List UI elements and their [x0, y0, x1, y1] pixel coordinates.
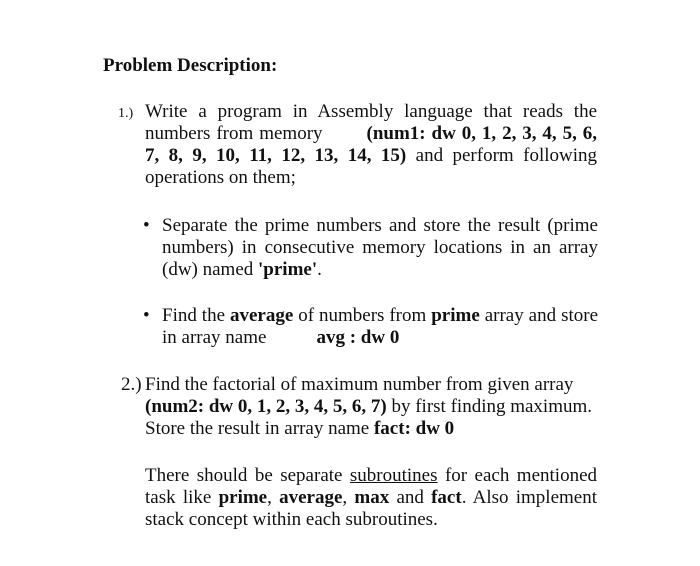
note-text-c: ,: [267, 487, 280, 508]
bullet-2-avg-decl: avg : dw 0: [316, 327, 400, 348]
note-text-d: ,: [342, 487, 355, 508]
item-1-number-text: 1.): [118, 106, 134, 121]
bullet-2-text: [162, 305, 598, 349]
item-2-num2-array: (num2: dw 0, 1, 2, 3, 4, 5, 6, 7): [145, 396, 387, 417]
bullet-2-text-a: Find the: [162, 305, 230, 326]
note-text-e: and: [389, 487, 432, 508]
item-2-text-b: by first finding maximum. Store the result in array name: [145, 396, 593, 439]
note-subroutines: subroutines: [349, 465, 438, 486]
item-2-text-a: Find the factorial of maximum number from given array: [145, 374, 574, 395]
bullet-1-prime-name: 'prime': [258, 259, 318, 280]
problem-heading: Problem Description:: [103, 55, 278, 76]
bullet-2-text-b: of numbers from: [293, 305, 432, 326]
subroutine-note: [145, 465, 597, 531]
item-1-number: [118, 101, 133, 125]
bullet-2-text-c: array and store in array name: [162, 305, 598, 348]
bullet-1-text: [162, 215, 598, 281]
note-fact: fact: [431, 487, 462, 508]
note-text-b: for each mentioned task like: [145, 465, 597, 508]
item-1-num1-array: (num1: dw 0, 1, 2, 3, 4, 5, 6, 7, 8, 9, 10, 11, 12, 13, 14, 15): [145, 123, 597, 166]
item-2-text: [145, 374, 597, 440]
bullet-1-text-b: .: [317, 259, 322, 280]
item-1-text: [145, 101, 597, 189]
item-1-text-b: and perform following operations on them;: [145, 145, 597, 188]
note-average: average: [279, 487, 343, 508]
item-2-number: 2.): [121, 374, 142, 395]
bullet-1-text-a: Separate the prime numbers and store the result (prime numbers) in consecutive memory locations in an array (dw) named: [162, 215, 598, 280]
item-2-fact-decl: fact: dw 0: [373, 418, 455, 439]
note-text-a: There should be separate: [145, 465, 350, 486]
note-max: max: [354, 487, 390, 508]
bullet-2-average: average: [229, 305, 294, 326]
bullet-2-prime: prime: [431, 305, 480, 326]
note-text-f: . Also implement stack concept within each subroutines.: [145, 487, 598, 530]
bullet-2-marker: •: [143, 305, 150, 326]
item-1-text-a: Write a program in Assembly language that reads the numbers from memory: [145, 101, 597, 144]
note-prime: prime: [218, 487, 268, 508]
bullet-1-marker: •: [143, 215, 150, 236]
